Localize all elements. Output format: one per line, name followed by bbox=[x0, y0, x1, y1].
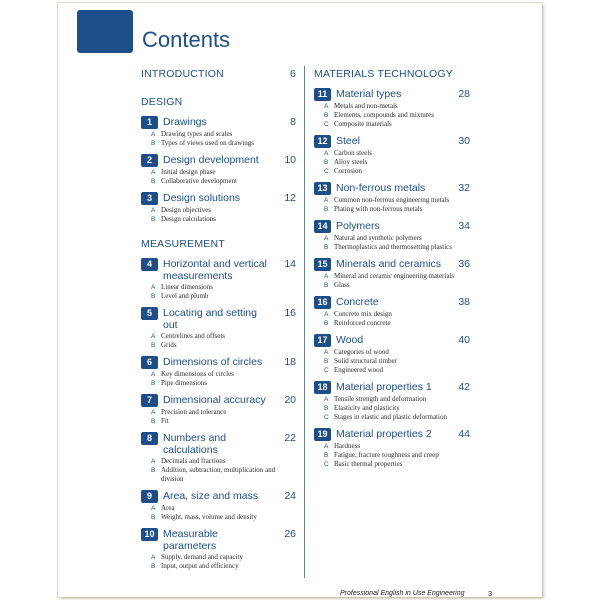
section-label: DESIGN bbox=[141, 96, 183, 108]
unit-subtopics bbox=[324, 395, 470, 422]
unit-number-badge: 16 bbox=[314, 296, 331, 309]
unit-subtopics bbox=[151, 168, 296, 186]
subtopic-text: Fatigue, fracture toughness and creep bbox=[334, 451, 439, 459]
subtopic bbox=[324, 149, 470, 158]
unit-number-badge: 18 bbox=[314, 381, 331, 394]
unit-title[interactable]: Design development bbox=[163, 154, 259, 166]
subtopic bbox=[324, 196, 470, 205]
unit-subtopics bbox=[324, 310, 470, 328]
unit-title[interactable]: Design solutions bbox=[163, 192, 241, 204]
subtopic-text: Grids bbox=[161, 341, 177, 349]
subtopic-letter: B bbox=[151, 140, 156, 147]
unit-header bbox=[141, 432, 296, 456]
header-tab bbox=[77, 10, 133, 53]
unit-header bbox=[141, 528, 296, 552]
unit-number-badge: 3 bbox=[141, 192, 158, 205]
subtopic-text: Weight, mass, volume and density bbox=[161, 513, 257, 521]
subtopic bbox=[151, 457, 296, 466]
subtopic-letter: B bbox=[324, 358, 329, 365]
subtopic bbox=[324, 234, 470, 243]
subtopic bbox=[324, 205, 470, 214]
unit-page: 18 bbox=[284, 356, 296, 368]
subtopic-text: Engineered wood bbox=[334, 366, 384, 374]
unit-header bbox=[141, 258, 296, 282]
subtopic-letter: B bbox=[151, 514, 156, 521]
subtopic-text: Elements, compounds and mixtures bbox=[334, 111, 434, 119]
page-title: Contents bbox=[142, 27, 231, 52]
subtopic-letter: A bbox=[324, 396, 329, 403]
subtopic-text: Fit bbox=[161, 417, 169, 425]
unit-page: 24 bbox=[284, 490, 296, 502]
unit-title[interactable]: Measurable parameters bbox=[163, 528, 218, 552]
unit-page: 42 bbox=[458, 381, 470, 393]
subtopic-text: Linear dimensions bbox=[161, 283, 213, 291]
unit-title[interactable]: Dimensions of circles bbox=[163, 356, 263, 368]
subtopic-text: Level and plumb bbox=[161, 292, 209, 300]
unit-header bbox=[314, 220, 470, 233]
unit-subtopics bbox=[324, 272, 470, 290]
subtopic-letter: A bbox=[151, 207, 156, 214]
section-label: MATERIALS TECHNOLOGY bbox=[314, 68, 453, 80]
unit-subtopics bbox=[324, 442, 470, 469]
subtopic-text: Alloy steels bbox=[334, 158, 368, 166]
subtopic-text: Decimals and fractions bbox=[161, 457, 226, 465]
unit-number-badge: 7 bbox=[141, 394, 158, 407]
subtopic-letter: B bbox=[151, 418, 156, 425]
subtopic bbox=[151, 130, 296, 139]
subtopic-text: Corrosion bbox=[334, 167, 362, 175]
subtopic bbox=[151, 417, 296, 426]
unit-number-badge: 12 bbox=[314, 135, 331, 148]
subtopic bbox=[151, 283, 296, 292]
subtopic bbox=[324, 366, 470, 375]
subtopic-text: Plating with non-ferrous metals bbox=[334, 205, 423, 213]
subtopic-letter: A bbox=[324, 273, 329, 280]
section-label: MEASUREMENT bbox=[141, 238, 225, 250]
unit-title[interactable]: Material properties 1 bbox=[336, 381, 432, 393]
subtopic bbox=[151, 562, 296, 571]
subtopic bbox=[151, 215, 296, 224]
section-heading bbox=[141, 238, 296, 252]
subtopic-letter: A bbox=[151, 284, 156, 291]
unit-number-badge: 17 bbox=[314, 334, 331, 347]
footer-page-number: 3 bbox=[488, 589, 493, 598]
unit-title[interactable]: Numbers and calculations bbox=[163, 432, 227, 456]
unit-entry[interactable] bbox=[314, 220, 470, 252]
unit-number-badge: 11 bbox=[314, 88, 331, 101]
unit-header bbox=[314, 296, 470, 309]
subtopic-text: Pipe dimensions bbox=[161, 379, 208, 387]
unit-number-badge: 4 bbox=[141, 258, 158, 271]
unit-entry[interactable] bbox=[314, 182, 470, 214]
unit-title[interactable]: Horizontal and vertical measurements bbox=[163, 258, 267, 282]
subtopic-text: Design objectives bbox=[161, 206, 211, 214]
subtopic-text: Tensile strength and deformation bbox=[334, 395, 427, 403]
subtopic-letter: A bbox=[324, 235, 329, 242]
unit-header bbox=[141, 356, 296, 369]
unit-subtopics bbox=[151, 504, 296, 522]
subtopic bbox=[151, 466, 296, 484]
subtopic bbox=[324, 348, 470, 357]
unit-header bbox=[314, 334, 470, 347]
subtopic bbox=[151, 292, 296, 301]
unit-header bbox=[141, 490, 296, 503]
subtopic-text: Drawing types and scales bbox=[161, 130, 233, 138]
subtopic-text: Thermoplastics and thermosetting plastics bbox=[334, 243, 453, 251]
subtopic-text: Solid structural timber bbox=[334, 357, 397, 365]
unit-header bbox=[314, 88, 470, 101]
subtopic-letter: A bbox=[324, 150, 329, 157]
unit-header bbox=[314, 135, 470, 148]
subtopic-letter: B bbox=[151, 342, 156, 349]
subtopic-letter: B bbox=[151, 216, 156, 223]
unit-entry[interactable] bbox=[314, 334, 470, 375]
subtopic-letter: A bbox=[151, 333, 156, 340]
unit-header bbox=[314, 428, 470, 441]
unit-entry[interactable] bbox=[141, 116, 296, 148]
subtopic bbox=[324, 310, 470, 319]
unit-entry[interactable] bbox=[141, 432, 296, 484]
unit-entry[interactable] bbox=[141, 394, 296, 426]
contents-left-column bbox=[141, 68, 296, 577]
unit-page: 20 bbox=[284, 394, 296, 406]
subtopic-letter: A bbox=[324, 311, 329, 318]
unit-number-badge: 8 bbox=[141, 432, 158, 445]
unit-page: 28 bbox=[458, 88, 470, 100]
subtopic-letter: A bbox=[324, 443, 329, 450]
subtopic-text: Concrete mix design bbox=[334, 310, 392, 318]
unit-page: 32 bbox=[458, 182, 470, 194]
unit-title[interactable]: Non-ferrous metals bbox=[336, 182, 426, 194]
subtopic-letter: B bbox=[151, 563, 156, 570]
section-heading bbox=[314, 68, 470, 82]
subtopic-text: Supply, demand and capacity bbox=[161, 553, 243, 561]
subtopic bbox=[324, 442, 470, 451]
subtopic bbox=[324, 319, 470, 328]
section-label: INTRODUCTION bbox=[141, 68, 224, 80]
subtopic bbox=[151, 177, 296, 186]
subtopic-text: Area bbox=[161, 504, 175, 512]
subtopic-letter: B bbox=[151, 380, 156, 387]
subtopic-text: Hardness bbox=[334, 442, 361, 450]
subtopic-letter: C bbox=[324, 121, 329, 128]
subtopic-letter: C bbox=[324, 461, 329, 468]
subtopic-text: Natural and synthetic polymers bbox=[334, 234, 422, 242]
subtopic-text: Carbon steels bbox=[334, 149, 372, 157]
unit-entry[interactable] bbox=[141, 490, 296, 522]
subtopic-letter: C bbox=[324, 367, 329, 374]
unit-subtopics bbox=[151, 206, 296, 224]
unit-entry[interactable] bbox=[314, 88, 470, 129]
subtopic-letter: A bbox=[324, 103, 329, 110]
unit-number-badge: 13 bbox=[314, 182, 331, 195]
unit-page: 38 bbox=[458, 296, 470, 308]
unit-page: 10 bbox=[284, 154, 296, 166]
column-divider bbox=[304, 66, 305, 578]
subtopic bbox=[324, 413, 470, 422]
unit-number-badge: 1 bbox=[141, 116, 158, 129]
subtopic-text: Mineral and ceramic engineering materials bbox=[334, 272, 455, 280]
unit-header bbox=[141, 192, 296, 205]
unit-entry[interactable] bbox=[141, 356, 296, 388]
subtopic bbox=[151, 408, 296, 417]
unit-subtopics bbox=[324, 149, 470, 176]
subtopic-letter: A bbox=[151, 371, 156, 378]
subtopic bbox=[324, 395, 470, 404]
unit-entry[interactable] bbox=[141, 154, 296, 186]
unit-entry[interactable] bbox=[314, 381, 470, 422]
subtopic-letter: B bbox=[324, 405, 329, 412]
unit-subtopics bbox=[151, 553, 296, 571]
unit-title[interactable]: Area, size and mass bbox=[163, 490, 259, 502]
unit-header bbox=[314, 381, 470, 394]
unit-page: 14 bbox=[284, 258, 296, 270]
unit-subtopics bbox=[324, 348, 470, 375]
unit-title[interactable]: Dimensional accuracy bbox=[163, 394, 266, 406]
unit-entry[interactable] bbox=[314, 428, 470, 469]
subtopic-letter: A bbox=[151, 169, 156, 176]
subtopic-letter: B bbox=[151, 467, 156, 474]
subtopic-letter: C bbox=[324, 414, 329, 421]
subtopic-letter: B bbox=[324, 244, 329, 251]
subtopic bbox=[151, 379, 296, 388]
unit-page: 30 bbox=[458, 135, 470, 147]
subtopic bbox=[324, 272, 470, 281]
subtopic-text: Design calculations bbox=[161, 215, 217, 223]
unit-header bbox=[141, 116, 296, 129]
subtopic-letter: B bbox=[324, 112, 329, 119]
unit-title[interactable]: Locating and setting out bbox=[163, 307, 257, 331]
subtopic bbox=[324, 460, 470, 469]
unit-entry[interactable] bbox=[141, 192, 296, 224]
subtopic-letter: B bbox=[324, 320, 329, 327]
subtopic-letter: B bbox=[324, 159, 329, 166]
section-heading bbox=[141, 68, 296, 82]
subtopic bbox=[151, 513, 296, 522]
subtopic-text: Centrelines and offsets bbox=[161, 332, 226, 340]
contents-right-column bbox=[314, 68, 470, 475]
unit-subtopics bbox=[151, 332, 296, 350]
unit-title[interactable]: Steel bbox=[336, 135, 360, 147]
subtopic bbox=[151, 370, 296, 379]
subtopic-letter: A bbox=[151, 554, 156, 561]
unit-subtopics bbox=[151, 457, 296, 484]
subtopic-text: Metals and non-metals bbox=[334, 102, 398, 110]
subtopic-text: Types of views used on drawings bbox=[161, 139, 255, 147]
section-heading bbox=[141, 96, 296, 110]
subtopic-text: Composite materials bbox=[334, 120, 392, 128]
subtopic-text: Elasticity and plasticity bbox=[334, 404, 400, 412]
subtopic bbox=[151, 553, 296, 562]
subtopic bbox=[151, 341, 296, 350]
unit-page: 22 bbox=[284, 432, 296, 444]
footer-book-title: Professional English in Use Engineering bbox=[340, 590, 465, 597]
subtopic-text: Addition, subtraction, multiplication and division bbox=[161, 466, 276, 483]
subtopic-text: Common non-ferrous engineering metals bbox=[334, 196, 450, 204]
subtopic-text: Input, output and efficiency bbox=[161, 562, 239, 570]
subtopic-letter: C bbox=[324, 168, 329, 175]
subtopic-letter: A bbox=[151, 131, 156, 138]
subtopic-text: Reinforced concrete bbox=[334, 319, 391, 327]
unit-number-badge: 9 bbox=[141, 490, 158, 503]
unit-page: 34 bbox=[458, 220, 470, 232]
subtopic-letter: B bbox=[324, 282, 329, 289]
subtopic bbox=[324, 357, 470, 366]
unit-number-badge: 15 bbox=[314, 258, 331, 271]
unit-page: 44 bbox=[458, 428, 470, 440]
unit-subtopics bbox=[151, 283, 296, 301]
unit-number-badge: 19 bbox=[314, 428, 331, 441]
unit-entry[interactable] bbox=[141, 258, 296, 301]
unit-page: 12 bbox=[284, 192, 296, 204]
subtopic bbox=[324, 243, 470, 252]
unit-page: 26 bbox=[284, 528, 296, 540]
subtopic bbox=[151, 168, 296, 177]
subtopic bbox=[324, 281, 470, 290]
unit-number-badge: 14 bbox=[314, 220, 331, 233]
unit-subtopics bbox=[151, 130, 296, 148]
subtopic bbox=[324, 167, 470, 176]
subtopic-letter: A bbox=[151, 458, 156, 465]
subtopic-letter: A bbox=[324, 197, 329, 204]
subtopic-text: Precision and tolerance bbox=[161, 408, 227, 416]
subtopic bbox=[324, 404, 470, 413]
subtopic-text: Basic thermal properties bbox=[334, 460, 403, 468]
subtopic-letter: B bbox=[151, 293, 156, 300]
subtopic-text: Key dimensions of circles bbox=[161, 370, 234, 378]
unit-header bbox=[314, 258, 470, 271]
unit-entry[interactable] bbox=[314, 296, 470, 328]
subtopic-letter: A bbox=[324, 349, 329, 356]
unit-subtopics bbox=[151, 370, 296, 388]
subtopic bbox=[324, 158, 470, 167]
unit-title[interactable]: Concrete bbox=[336, 296, 379, 308]
subtopic-letter: A bbox=[151, 505, 156, 512]
unit-entry[interactable] bbox=[314, 258, 470, 290]
unit-subtopics bbox=[324, 196, 470, 214]
subtopic-text: Stages in elastic and plastic deformation bbox=[334, 413, 447, 421]
subtopic bbox=[151, 332, 296, 341]
subtopic bbox=[324, 120, 470, 129]
unit-header bbox=[141, 307, 296, 331]
unit-number-badge: 5 bbox=[141, 307, 158, 320]
unit-number-badge: 6 bbox=[141, 356, 158, 369]
subtopic-letter: B bbox=[151, 178, 156, 185]
subtopic bbox=[151, 206, 296, 215]
unit-page: 40 bbox=[458, 334, 470, 346]
unit-page: 16 bbox=[284, 307, 296, 319]
unit-page: 8 bbox=[290, 116, 296, 128]
unit-number-badge: 10 bbox=[141, 528, 158, 541]
unit-subtopics bbox=[151, 408, 296, 426]
subtopic-text: Initial design phase bbox=[161, 168, 216, 176]
subtopic-letter: B bbox=[324, 206, 329, 213]
unit-title[interactable]: Drawings bbox=[163, 116, 207, 128]
unit-subtopics bbox=[324, 234, 470, 252]
subtopic bbox=[151, 504, 296, 513]
subtopic bbox=[151, 139, 296, 148]
subtopic-text: Collaborative development bbox=[161, 177, 238, 185]
subtopic bbox=[324, 111, 470, 120]
unit-header bbox=[314, 182, 470, 195]
unit-entry[interactable] bbox=[314, 135, 470, 176]
unit-header bbox=[141, 154, 296, 167]
unit-title[interactable]: Wood bbox=[336, 334, 364, 346]
unit-entry[interactable] bbox=[141, 307, 296, 350]
subtopic-text: Categories of wood bbox=[334, 348, 389, 356]
subtopic-letter: B bbox=[324, 452, 329, 459]
unit-page: 36 bbox=[458, 258, 470, 270]
unit-entry[interactable] bbox=[141, 528, 296, 571]
unit-number-badge: 2 bbox=[141, 154, 158, 167]
subtopic bbox=[324, 451, 470, 460]
unit-title[interactable]: Material properties 2 bbox=[336, 428, 432, 440]
subtopic-text: Glass bbox=[334, 281, 350, 289]
unit-title[interactable]: Minerals and ceramics bbox=[336, 258, 442, 270]
unit-title[interactable]: Polymers bbox=[336, 220, 380, 232]
subtopic bbox=[324, 102, 470, 111]
subtopic-letter: A bbox=[151, 409, 156, 416]
unit-subtopics bbox=[324, 102, 470, 129]
unit-title[interactable]: Material types bbox=[336, 88, 402, 100]
section-page: 6 bbox=[289, 68, 296, 80]
unit-header bbox=[141, 394, 296, 407]
